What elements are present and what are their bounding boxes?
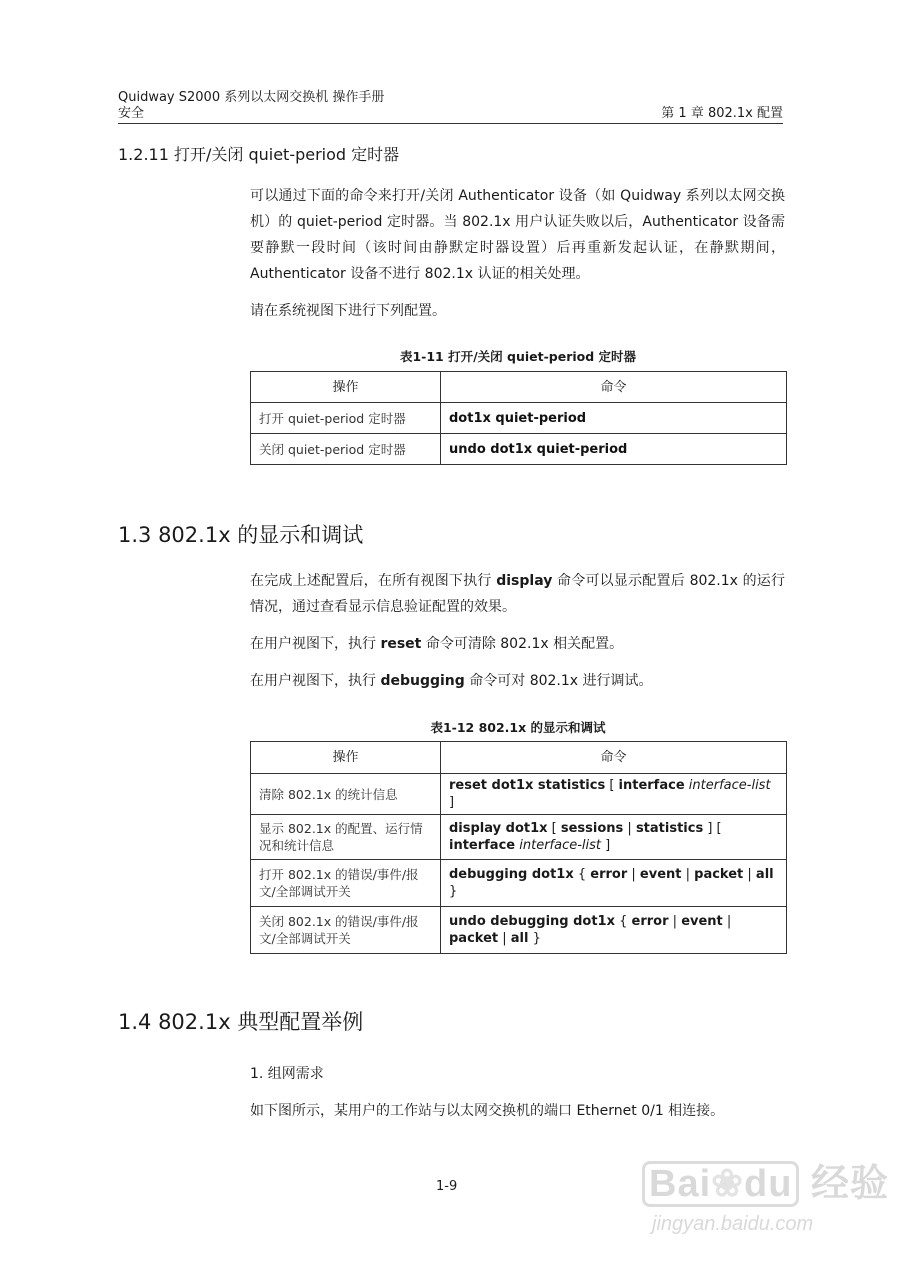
- table-1-11-caption: 表1-11 打开/关闭 quiet-period 定时器: [399, 349, 637, 364]
- keyword-debugging: debugging: [380, 673, 465, 689]
- cell-op: 打开 802.1x 的错误/事件/报文/全部调试开关: [251, 860, 441, 907]
- paragraph: 在用户视图下，执行 reset 命令可清除 802.1x 相关配置。: [250, 636, 624, 652]
- cell-op: 关闭 quiet-period 定时器: [251, 434, 441, 465]
- keyword-reset: reset: [380, 636, 422, 652]
- section-1-3-body: [250, 568, 785, 705]
- col-header-cmd: 命令: [441, 372, 787, 403]
- header-rule: [118, 123, 783, 124]
- header-section: 安全: [118, 106, 145, 121]
- table-row: [251, 860, 787, 907]
- col-header-cmd: 命令: [441, 742, 787, 774]
- cell-op: 关闭 802.1x 的错误/事件/报文/全部调试开关: [251, 907, 441, 954]
- keyword-display: display: [496, 573, 553, 589]
- cell-op: 打开 quiet-period 定时器: [251, 403, 441, 434]
- baidu-jingyan-watermark-url: jingyan.baidu.com: [652, 1213, 814, 1235]
- table-header-row: [251, 742, 787, 774]
- baidu-jingyan-watermark-logo: Bai❀du 经验: [642, 1152, 889, 1207]
- subsection-title: 1. 组网需求: [250, 1066, 324, 1082]
- table-header-row: [251, 372, 787, 403]
- section-1-4-title: 1.4 802.1x 典型配置举例: [118, 1010, 364, 1034]
- table-row: [251, 907, 787, 954]
- cell-cmd: display dot1x [ sessions | statistics ] [ interface interface-list ]: [441, 815, 787, 860]
- cell-cmd: debugging dot1x { error | event | packet | all }: [441, 860, 787, 907]
- paragraph: 可以通过下面的命令来打开/关闭 Authenticator 设备（如 Quidway 系列以太网交换机）的 quiet-period 定时器。当 802.1x 用户认证失败以后，Authenticator 设备需要静默一段时间（该时间由静默定时器设置）后再重新发起认证，在静默期间，Authenticator 设备不进行 802.1x 认证的相关处理。: [250, 188, 785, 282]
- header-chapter: 第 1 章 802.1x 配置: [661, 106, 783, 121]
- col-header-op: 操作: [251, 372, 441, 403]
- section-1-2-11-body: [250, 183, 785, 335]
- header-manual-title: Quidway S2000 系列以太网交换机 操作手册: [118, 90, 385, 105]
- cell-op: 显示 802.1x 的配置、运行情况和统计信息: [251, 815, 441, 860]
- cell-cmd: undo dot1x quiet-period: [441, 434, 787, 465]
- table-row: [251, 774, 787, 815]
- section-1-4-body: [250, 1098, 810, 1135]
- table-row: [251, 403, 787, 434]
- table-row: [251, 815, 787, 860]
- section-1-3-title: 1.3 802.1x 的显示和调试: [118, 523, 364, 547]
- paragraph: 如下图所示，某用户的工作站与以太网交换机的端口 Ethernet 0/1 相连接。: [250, 1103, 725, 1119]
- section-1-2-11-title: 1.2.11 打开/关闭 quiet-period 定时器: [118, 145, 400, 164]
- paragraph: 请在系统视图下进行下列配置。: [250, 303, 446, 319]
- table-row: [251, 434, 787, 465]
- cell-cmd: reset dot1x statistics [ interface interface-list ]: [441, 774, 787, 815]
- col-header-op: 操作: [251, 742, 441, 774]
- paragraph: 在用户视图下，执行 debugging 命令可对 802.1x 进行调试。: [250, 673, 653, 689]
- page-number: 1-9: [436, 1179, 458, 1194]
- table-1-11: [250, 371, 787, 465]
- table-1-12: [250, 741, 787, 954]
- table-1-12-caption: 表1-12 802.1x 的显示和调试: [430, 720, 606, 735]
- cell-cmd: undo debugging dot1x { error | event | packet | all }: [441, 907, 787, 954]
- cell-op: 清除 802.1x 的统计信息: [251, 774, 441, 815]
- cell-cmd: dot1x quiet-period: [441, 403, 787, 434]
- paragraph: 在完成上述配置后，在所有视图下执行 display 命令可以显示配置后 802.1x 的运行情况，通过查看显示信息验证配置的效果。: [250, 573, 786, 615]
